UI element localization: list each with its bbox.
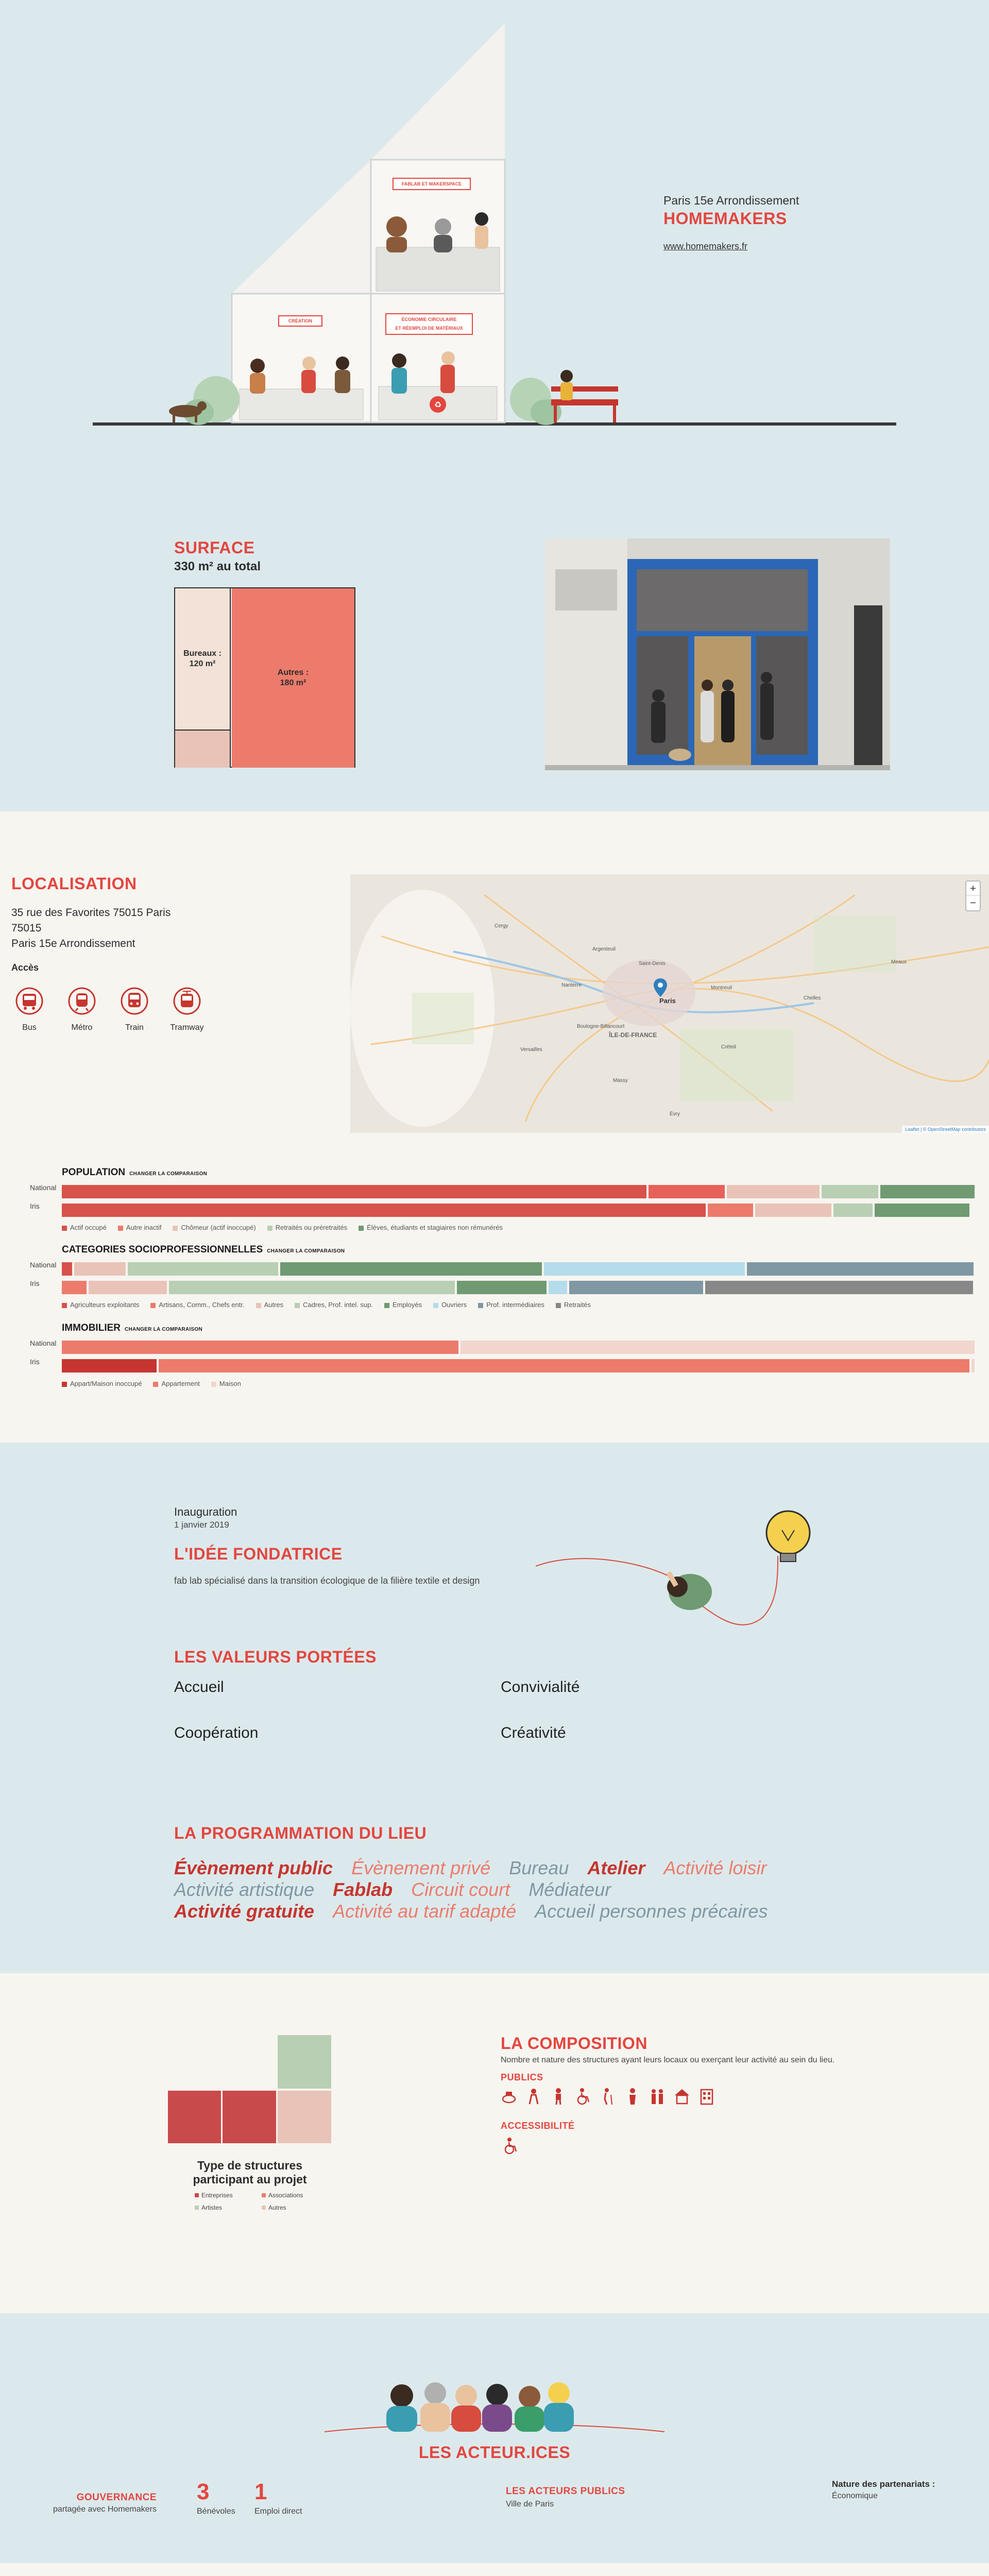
acteurs-publics-title: LES ACTEURS PUBLICS xyxy=(506,2486,625,2497)
metro-icon xyxy=(67,987,96,1015)
population-title-text: POPULATION xyxy=(62,1167,126,1178)
child-icon xyxy=(525,2088,542,2105)
programmation-item: Activité gratuite xyxy=(174,1901,315,1922)
svg-text:♻: ♻ xyxy=(434,400,442,410)
map-city-label: Évry xyxy=(670,1111,680,1117)
structures-legend xyxy=(195,2192,329,2211)
valeurs-title: LES VALEURS PORTÉES xyxy=(174,1648,377,1666)
transport-label: Train xyxy=(125,1023,144,1032)
accessibilite-label: ACCESSIBILITÉ xyxy=(501,2121,575,2131)
structures-block xyxy=(223,2091,276,2143)
sign-economie-line1: ÉCONOMIE CIRCULAIRE xyxy=(401,317,457,322)
building-icon xyxy=(698,2088,715,2105)
legend-item: Autre inactif xyxy=(118,1224,162,1231)
legend-item: Chômeur (actif inoccupé) xyxy=(173,1224,255,1231)
programmation-item: Activité loisir xyxy=(663,1857,767,1878)
bar-segment xyxy=(649,1185,725,1198)
bar-segment xyxy=(747,1262,974,1276)
surface-chart xyxy=(174,587,355,768)
valeur-item: Créativité xyxy=(501,1724,566,1741)
transport-label: Bus xyxy=(22,1023,37,1032)
person-icon xyxy=(624,2088,641,2105)
acteurs-publics-value: Ville de Paris xyxy=(506,2500,554,2509)
emploi-value: 1 xyxy=(254,2479,267,2504)
address-line-2: 75015 xyxy=(11,922,42,934)
train-icon xyxy=(120,987,149,1015)
csp-title xyxy=(62,1244,345,1256)
map-city-label: Massy xyxy=(613,1078,628,1083)
row-label-iris: Iris xyxy=(30,1202,40,1210)
structures-block xyxy=(278,2035,331,2089)
surface-remaining-block xyxy=(175,731,231,768)
idee-section xyxy=(0,1443,989,1973)
map-city-label: Argenteuil xyxy=(592,946,616,952)
transport-list xyxy=(11,987,205,1032)
sign-economie xyxy=(385,313,473,335)
surface-autres-label: Autres : xyxy=(277,668,309,677)
bar-segment xyxy=(62,1262,72,1276)
legend-item: Employés xyxy=(384,1301,422,1309)
immobilier-title-text: IMMOBILIER xyxy=(62,1323,121,1333)
bar-segment xyxy=(549,1281,567,1294)
map-zoom-in-button[interactable]: + xyxy=(966,882,980,896)
bar-segment xyxy=(457,1281,547,1294)
hero-section xyxy=(0,0,989,474)
surface-autres-block xyxy=(232,588,354,768)
transport-bus xyxy=(11,987,47,1032)
transport-metro xyxy=(64,987,100,1032)
row-label-iris: Iris xyxy=(30,1279,40,1287)
legend-item: Appartement xyxy=(153,1380,199,1387)
map-city-label: Boulogne-Billancourt xyxy=(577,1024,625,1029)
tramway-icon xyxy=(173,987,201,1015)
bar-segment xyxy=(62,1359,157,1372)
map-city-label: Créteil xyxy=(721,1044,736,1050)
acteurs-people-illustration xyxy=(325,2370,664,2442)
immobilier-bar-national xyxy=(62,1341,977,1354)
impact-section xyxy=(0,2563,989,2576)
valeur-item: Accueil xyxy=(174,1679,224,1696)
bar-segment xyxy=(569,1281,703,1294)
benevoles-value: 3 xyxy=(197,2479,210,2504)
bar-segment xyxy=(544,1262,745,1276)
map-city-label: Nanterre xyxy=(561,982,582,988)
hero-website-link[interactable]: www.homemakers.fr xyxy=(663,241,748,251)
programmation-item: Circuit court xyxy=(411,1879,510,1900)
legend-item: Agriculteurs exploitants xyxy=(62,1301,139,1309)
emploi-label: Emploi direct xyxy=(254,2507,302,2516)
transport-label: Tramway xyxy=(170,1023,204,1032)
transport-label: Métro xyxy=(71,1023,93,1032)
accessibility-wheelchair-icon xyxy=(502,2137,519,2155)
map-city-label: Montreuil xyxy=(711,985,732,991)
acteurs-section xyxy=(0,2313,989,2563)
structures-chart-title-2: participant au projet xyxy=(193,2173,307,2186)
idee-title: L'IDÉE FONDATRICE xyxy=(174,1545,343,1563)
programmation-list xyxy=(174,1857,782,1922)
surface-autres-value: 180 m² xyxy=(280,679,306,687)
hero-illustration xyxy=(88,21,901,443)
programmation-item: Médiateur xyxy=(528,1879,611,1900)
bar-segment xyxy=(128,1262,278,1276)
map-city-label: Saint-Denis xyxy=(639,961,666,967)
row-label-iris: Iris xyxy=(30,1358,40,1366)
publics-icons xyxy=(501,2088,715,2105)
localisation-section xyxy=(0,811,989,1443)
acces-label: Accès xyxy=(11,962,39,973)
lightbulb-illustration xyxy=(536,1499,824,1628)
surface-bureaux-block xyxy=(175,588,231,731)
row-label-national: National xyxy=(30,1261,57,1269)
programmation-item: Fablab xyxy=(333,1879,393,1900)
localisation-title: LOCALISATION xyxy=(11,874,137,893)
bar-segment xyxy=(971,1359,975,1372)
bar-segment xyxy=(62,1204,706,1217)
bar-segment xyxy=(62,1185,646,1198)
bar-segment xyxy=(822,1185,878,1198)
inauguration-date: 1 janvier 2019 xyxy=(174,1520,229,1530)
structures-chart-title-1: Type de structures xyxy=(197,2159,303,2172)
programmation-item: Évènement public xyxy=(174,1857,333,1878)
map-region-label: ÎLE-DE-FRANCE xyxy=(609,1031,657,1039)
bar-segment xyxy=(74,1262,126,1276)
immobilier-bar-iris xyxy=(62,1359,977,1372)
map-city-label: Meaux xyxy=(891,959,907,965)
population-legend xyxy=(62,1224,503,1231)
address-line-3: Paris 15e Arrondissement xyxy=(11,938,135,950)
partenariats-value: Économique xyxy=(832,2492,878,2500)
legend-item: Artisans, Comm., Chefs entr. xyxy=(150,1301,244,1309)
legend-item: Entreprises xyxy=(195,2192,262,2199)
hero-title: HOMEMAKERS xyxy=(663,209,787,228)
map-attribution[interactable]: Leaflet | © OpenStreetMap contributors xyxy=(902,1126,989,1133)
legend-item: Autres xyxy=(262,2204,329,2211)
bar-segment xyxy=(89,1281,167,1294)
surface-bureaux-value: 120 m² xyxy=(189,659,216,668)
legend-item: Artistes xyxy=(195,2204,262,2211)
map-marker-icon[interactable] xyxy=(653,977,668,998)
bar-segment xyxy=(755,1204,831,1217)
programmation-item: Atelier xyxy=(587,1857,645,1878)
row-label-national: National xyxy=(30,1339,57,1347)
baby-bottle-icon xyxy=(501,2088,517,2105)
bar-segment xyxy=(833,1204,873,1217)
map-container[interactable] xyxy=(350,874,989,1133)
composition-section xyxy=(0,1973,989,2313)
population-bar-national xyxy=(62,1185,977,1198)
address-line-1: 35 rue des Favorites 75015 Paris xyxy=(11,907,171,919)
population-compare-link[interactable]: CHANGER LA COMPARAISON xyxy=(129,1171,208,1177)
structures-chart-title xyxy=(165,2159,335,2187)
adult-icon xyxy=(550,2088,567,2105)
bar-segment xyxy=(727,1185,820,1198)
programmation-item: Activité artistique xyxy=(174,1879,315,1900)
legend-item: Maison xyxy=(211,1380,241,1387)
valeur-item: Convivialité xyxy=(501,1679,580,1696)
legend-item: Autres xyxy=(256,1301,284,1309)
map-city-label: Chelles xyxy=(804,995,821,1001)
population-title xyxy=(62,1167,207,1178)
bar-segment xyxy=(875,1204,969,1217)
immobilier-legend xyxy=(62,1380,241,1387)
legend-item: Actif occupé xyxy=(62,1224,107,1231)
map-zoom-control xyxy=(965,880,981,911)
legend-item: Cadres, Prof. intel. sup. xyxy=(295,1301,373,1309)
bar-segment xyxy=(159,1359,969,1372)
composition-subtitle: Nombre et nature des structures ayant leurs locaux ou exerçant leur activité au sein du lieu. xyxy=(501,2056,835,2064)
idee-text: fab lab spécialisé dans la transition écologique de la filière textile et design xyxy=(174,1575,480,1586)
acteurs-title: LES ACTEUR.ICES xyxy=(418,2443,571,2462)
immobilier-compare-link[interactable]: CHANGER LA COMPARAISON xyxy=(125,1327,203,1332)
storefront-photo xyxy=(545,538,890,770)
csp-legend xyxy=(62,1301,591,1309)
transport-tramway xyxy=(169,987,205,1032)
programmation-title: LA PROGRAMMATION DU LIEU xyxy=(174,1824,427,1842)
legend-item: Prof. intermédiaires xyxy=(478,1301,544,1309)
map-city-label: Versailles xyxy=(520,1047,542,1053)
bar-segment xyxy=(880,1185,975,1198)
benevoles-label: Bénévoles xyxy=(197,2507,235,2516)
programmation-item: Évènement privé xyxy=(351,1857,491,1878)
transport-train xyxy=(116,987,152,1032)
valeur-item: Coopération xyxy=(174,1724,259,1741)
wheelchair-icon xyxy=(575,2088,591,2105)
bar-segment xyxy=(708,1204,753,1217)
gouvernance-label: GOUVERNANCE xyxy=(76,2492,157,2503)
structures-chart xyxy=(168,2035,333,2143)
gouvernance-text: partagée avec Homemakers xyxy=(53,2505,157,2514)
legend-item: Ouvriers xyxy=(433,1301,467,1309)
population-bar-iris xyxy=(62,1204,977,1217)
legend-item: Appart/Maison inoccupé xyxy=(62,1380,142,1387)
csp-bar-iris xyxy=(62,1281,977,1294)
legend-item: Retraités ou préretraités xyxy=(267,1224,347,1231)
surface-title: SURFACE xyxy=(174,538,255,557)
structures-block xyxy=(278,2091,331,2143)
legend-item: Élèves, étudiants et stagiaires non rémunérés xyxy=(359,1224,503,1231)
sign-economie-line2: ET RÉEMPLOI DE MATÉRIAUX xyxy=(395,326,463,331)
bus-icon xyxy=(15,987,44,1015)
surface-total: 330 m² au total xyxy=(174,560,261,573)
map-city-label: Cergy xyxy=(494,923,508,929)
structures-block xyxy=(168,2091,221,2143)
programmation-item: Bureau xyxy=(509,1857,569,1878)
surface-bureaux-label: Bureaux : xyxy=(183,649,221,658)
csp-bar-national xyxy=(62,1262,977,1276)
programmation-item: Activité au tarif adapté xyxy=(333,1901,517,1922)
bar-segment xyxy=(62,1281,87,1294)
partenariats-title: Nature des partenariats : xyxy=(832,2479,935,2489)
immobilier-title xyxy=(62,1323,202,1334)
bar-segment xyxy=(705,1281,973,1294)
csp-title-text: CATEGORIES SOCIOPROFESSIONNELLES xyxy=(62,1244,263,1255)
sign-fablab: FABLAB ET MAKERSPACE xyxy=(393,178,471,190)
elderly-icon xyxy=(600,2088,616,2105)
legend-item: Associations xyxy=(262,2192,329,2199)
hero-location: Paris 15e Arrondissement xyxy=(663,194,799,207)
bar-segment xyxy=(169,1281,455,1294)
home-icon xyxy=(674,2088,690,2105)
family-icon xyxy=(649,2088,666,2105)
sign-creation: CRÉATION xyxy=(278,315,322,327)
legend-item: Retraités xyxy=(556,1301,591,1309)
bar-segment xyxy=(280,1262,542,1276)
surface-section xyxy=(0,474,989,811)
composition-title: LA COMPOSITION xyxy=(501,2034,647,2053)
bar-segment xyxy=(461,1341,975,1354)
map-zoom-out-button[interactable]: − xyxy=(970,897,976,909)
csp-compare-link[interactable]: CHANGER LA COMPARAISON xyxy=(267,1248,345,1254)
inauguration-label: Inauguration xyxy=(174,1505,237,1518)
publics-label: PUBLICS xyxy=(501,2072,543,2082)
row-label-national: National xyxy=(30,1183,57,1192)
map-city-label: Paris xyxy=(659,997,676,1005)
bar-segment xyxy=(62,1341,458,1354)
programmation-item: Accueil personnes précaires xyxy=(535,1901,768,1922)
address-block xyxy=(11,905,170,952)
